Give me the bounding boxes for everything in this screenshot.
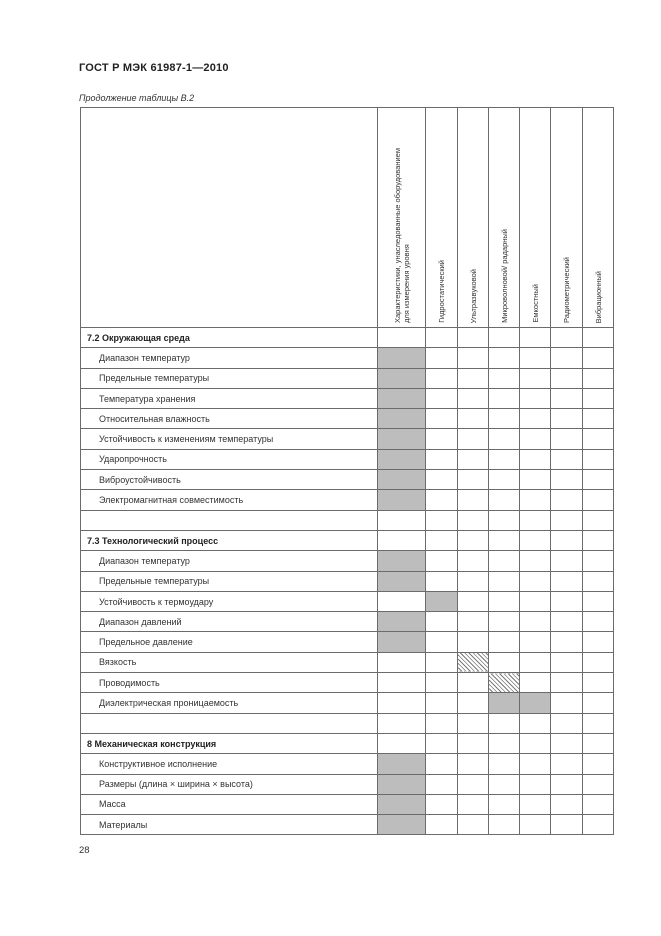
empty-cell — [551, 551, 583, 571]
empty-cell — [583, 591, 614, 611]
empty-cell — [378, 733, 426, 753]
empty-cell — [583, 673, 614, 693]
empty-cell — [458, 490, 489, 510]
empty-cell — [378, 510, 426, 530]
row-label: Материалы — [81, 815, 378, 835]
empty-cell — [426, 815, 458, 835]
empty-cell — [458, 632, 489, 652]
empty-cell — [458, 530, 489, 550]
empty-cell — [458, 449, 489, 469]
marked-cell-gray — [378, 429, 426, 449]
empty-cell — [378, 673, 426, 693]
empty-cell — [583, 571, 614, 591]
empty-cell — [458, 612, 489, 632]
marked-cell-gray — [378, 815, 426, 835]
marked-cell-gray — [378, 571, 426, 591]
column-header-c2 — [426, 108, 458, 328]
marked-cell-gray — [378, 409, 426, 429]
section-heading: 8 Механическая конструкция — [81, 733, 378, 753]
table-header-row — [81, 108, 614, 328]
row-label: Виброустойчивость — [81, 470, 378, 490]
empty-cell — [583, 470, 614, 490]
table-row — [81, 551, 614, 571]
column-header-label: Вибрационный — [593, 270, 603, 323]
empty-cell — [520, 815, 551, 835]
empty-cell — [378, 591, 426, 611]
empty-cell — [426, 754, 458, 774]
empty-cell — [551, 510, 583, 530]
empty-cell — [378, 328, 426, 348]
column-header-label: Характеристики, унаследованные оборудованием для измерения уровня — [392, 147, 411, 323]
row-label: Диэлектрическая проницаемость — [81, 693, 378, 713]
row-label: Предельные температуры — [81, 368, 378, 388]
empty-cell — [426, 429, 458, 449]
empty-cell — [583, 754, 614, 774]
row-label: Диапазон давлений — [81, 612, 378, 632]
empty-cell — [489, 754, 520, 774]
table-row — [81, 815, 614, 835]
empty-cell — [426, 530, 458, 550]
empty-cell — [489, 774, 520, 794]
empty-cell — [520, 348, 551, 368]
characteristics-table — [80, 107, 614, 835]
empty-cell — [489, 733, 520, 753]
empty-cell — [426, 551, 458, 571]
empty-cell — [426, 368, 458, 388]
empty-cell — [583, 449, 614, 469]
empty-cell — [489, 530, 520, 550]
empty-cell — [551, 368, 583, 388]
section-row — [81, 733, 614, 753]
row-label: Температура хранения — [81, 388, 378, 408]
row-label: Устойчивость к термоудару — [81, 591, 378, 611]
column-header-c1 — [378, 108, 426, 328]
empty-cell — [520, 794, 551, 814]
empty-cell — [520, 388, 551, 408]
empty-cell — [458, 409, 489, 429]
empty-cell — [583, 429, 614, 449]
empty-cell — [426, 490, 458, 510]
section-heading: 7.3 Технологический процесс — [81, 530, 378, 550]
table-row — [81, 490, 614, 510]
empty-cell — [489, 449, 520, 469]
marked-cell-gray — [378, 754, 426, 774]
empty-cell — [551, 328, 583, 348]
column-header-label: Ультразвуковой — [468, 268, 478, 323]
row-label: Вязкость — [81, 652, 378, 672]
empty-cell — [458, 693, 489, 713]
row-label: Предельные температуры — [81, 571, 378, 591]
empty-cell — [583, 368, 614, 388]
table-row — [81, 794, 614, 814]
empty-cell — [520, 591, 551, 611]
empty-cell — [520, 470, 551, 490]
empty-cell — [458, 591, 489, 611]
row-label: Масса — [81, 794, 378, 814]
empty-cell — [583, 733, 614, 753]
row-label: Конструктивное исполнение — [81, 754, 378, 774]
empty-cell — [426, 693, 458, 713]
empty-cell — [520, 774, 551, 794]
marked-cell-gray — [378, 632, 426, 652]
empty-cell — [520, 449, 551, 469]
empty-cell — [551, 429, 583, 449]
page-number: 28 — [79, 845, 90, 856]
empty-cell — [458, 348, 489, 368]
empty-cell — [520, 328, 551, 348]
empty-cell — [426, 713, 458, 733]
empty-cell — [489, 510, 520, 530]
table-row — [81, 571, 614, 591]
marked-cell-gray — [426, 591, 458, 611]
column-header-label: Микроволновой/ радарный — [499, 229, 509, 323]
empty-cell — [583, 713, 614, 733]
row-label: Относительная влажность — [81, 409, 378, 429]
empty-cell — [458, 368, 489, 388]
empty-cell — [551, 449, 583, 469]
empty-cell — [520, 490, 551, 510]
empty-cell — [520, 551, 551, 571]
empty-cell — [426, 328, 458, 348]
empty-cell — [489, 591, 520, 611]
empty-cell — [489, 551, 520, 571]
column-header-c5 — [520, 108, 551, 328]
empty-cell — [426, 409, 458, 429]
empty-cell — [489, 571, 520, 591]
empty-cell — [551, 490, 583, 510]
empty-cell — [551, 632, 583, 652]
empty-cell — [551, 591, 583, 611]
empty-cell — [520, 754, 551, 774]
empty-cell — [458, 673, 489, 693]
row-label: Предельное давление — [81, 632, 378, 652]
empty-cell — [551, 815, 583, 835]
table-row — [81, 673, 614, 693]
empty-cell — [583, 490, 614, 510]
row-label: Проводимость — [81, 673, 378, 693]
empty-cell — [458, 774, 489, 794]
table-row — [81, 409, 614, 429]
empty-cell — [426, 673, 458, 693]
empty-cell — [551, 612, 583, 632]
empty-cell — [426, 571, 458, 591]
section-heading: 7.2 Окружающая среда — [81, 328, 378, 348]
empty-cell — [426, 632, 458, 652]
empty-cell — [489, 328, 520, 348]
empty-cell — [551, 470, 583, 490]
empty-cell — [489, 794, 520, 814]
marked-cell-gray — [378, 774, 426, 794]
empty-cell — [458, 470, 489, 490]
empty-cell — [458, 388, 489, 408]
marked-cell-gray — [520, 693, 551, 713]
table-row — [81, 612, 614, 632]
empty-cell — [458, 571, 489, 591]
empty-cell — [583, 510, 614, 530]
marked-cell-gray — [378, 612, 426, 632]
table-row — [81, 632, 614, 652]
empty-cell — [489, 815, 520, 835]
empty-cell — [426, 470, 458, 490]
empty-cell — [520, 673, 551, 693]
marked-cell-gray — [378, 449, 426, 469]
marked-cell-gray — [378, 551, 426, 571]
empty-cell — [520, 632, 551, 652]
empty-cell — [426, 733, 458, 753]
empty-cell — [551, 348, 583, 368]
empty-cell — [489, 713, 520, 733]
empty-cell — [520, 571, 551, 591]
marked-cell-gray — [378, 490, 426, 510]
empty-cell — [583, 388, 614, 408]
empty-cell — [520, 530, 551, 550]
empty-cell — [489, 470, 520, 490]
row-label: Диапазон температур — [81, 551, 378, 571]
empty-cell — [551, 693, 583, 713]
marked-cell-gray — [378, 794, 426, 814]
empty-cell — [583, 693, 614, 713]
empty-cell — [520, 409, 551, 429]
empty-cell — [489, 632, 520, 652]
marked-cell-gray — [378, 470, 426, 490]
row-label: Диапазон температур — [81, 348, 378, 368]
empty-cell — [551, 409, 583, 429]
empty-cell — [426, 388, 458, 408]
empty-cell — [378, 652, 426, 672]
empty-cell — [458, 754, 489, 774]
empty-cell — [520, 733, 551, 753]
empty-cell — [583, 612, 614, 632]
empty-cell — [520, 510, 551, 530]
empty-cell — [551, 774, 583, 794]
header-empty-cell — [81, 108, 378, 328]
column-header-label: Радиометрический — [562, 256, 571, 323]
empty-cell — [489, 612, 520, 632]
table-row — [81, 470, 614, 490]
table-row — [81, 591, 614, 611]
empty-cell — [583, 632, 614, 652]
document-title: ГОСТ Р МЭК 61987-1—2010 — [79, 62, 229, 74]
empty-cell — [583, 652, 614, 672]
table-row — [81, 429, 614, 449]
empty-cell — [458, 510, 489, 530]
column-header-c3 — [458, 108, 489, 328]
empty-cell — [426, 774, 458, 794]
empty-cell — [426, 348, 458, 368]
table-row — [81, 754, 614, 774]
column-header-label: Емкостный — [530, 284, 540, 323]
empty-cell — [458, 733, 489, 753]
row-label — [81, 510, 378, 530]
row-label: Электромагнитная совместимость — [81, 490, 378, 510]
column-header-c6 — [551, 108, 583, 328]
table-row — [81, 348, 614, 368]
empty-cell — [458, 815, 489, 835]
empty-cell — [426, 612, 458, 632]
empty-cell — [520, 429, 551, 449]
row-label — [81, 713, 378, 733]
row-label: Устойчивость к изменениям температуры — [81, 429, 378, 449]
table-row — [81, 449, 614, 469]
table-row — [81, 388, 614, 408]
empty-cell — [583, 409, 614, 429]
marked-cell-gray — [378, 388, 426, 408]
empty-cell — [426, 652, 458, 672]
empty-cell — [551, 794, 583, 814]
empty-cell — [520, 612, 551, 632]
empty-cell — [551, 713, 583, 733]
marked-cell-gray — [378, 348, 426, 368]
empty-cell — [583, 815, 614, 835]
table-row — [81, 652, 614, 672]
empty-cell — [489, 368, 520, 388]
empty-cell — [458, 794, 489, 814]
empty-cell — [378, 693, 426, 713]
empty-cell — [489, 409, 520, 429]
empty-cell — [551, 754, 583, 774]
table-row — [81, 693, 614, 713]
empty-cell — [489, 429, 520, 449]
empty-cell — [426, 794, 458, 814]
empty-cell — [489, 490, 520, 510]
empty-cell — [583, 774, 614, 794]
empty-cell — [551, 733, 583, 753]
empty-cell — [489, 348, 520, 368]
empty-cell — [583, 348, 614, 368]
marked-cell-hatched — [458, 652, 489, 672]
column-header-c7 — [583, 108, 614, 328]
blank-row — [81, 713, 614, 733]
marked-cell-gray — [378, 368, 426, 388]
empty-cell — [520, 652, 551, 672]
empty-cell — [458, 328, 489, 348]
empty-cell — [426, 510, 458, 530]
blank-row — [81, 510, 614, 530]
empty-cell — [458, 429, 489, 449]
empty-cell — [551, 571, 583, 591]
marked-cell-gray — [489, 693, 520, 713]
section-row — [81, 328, 614, 348]
empty-cell — [551, 388, 583, 408]
empty-cell — [426, 449, 458, 469]
row-label: Размеры (длина × ширина × высота) — [81, 774, 378, 794]
empty-cell — [520, 368, 551, 388]
column-header-label: Гидростатический — [437, 260, 446, 323]
empty-cell — [378, 530, 426, 550]
empty-cell — [551, 652, 583, 672]
empty-cell — [583, 328, 614, 348]
empty-cell — [489, 388, 520, 408]
empty-cell — [551, 530, 583, 550]
empty-cell — [378, 713, 426, 733]
table-continuation-caption: Продолжение таблицы В.2 — [79, 93, 195, 103]
column-header-c4 — [489, 108, 520, 328]
empty-cell — [520, 713, 551, 733]
empty-cell — [583, 530, 614, 550]
empty-cell — [458, 551, 489, 571]
table-row — [81, 774, 614, 794]
marked-cell-hatched — [489, 673, 520, 693]
empty-cell — [583, 794, 614, 814]
section-row — [81, 530, 614, 550]
empty-cell — [551, 673, 583, 693]
empty-cell — [583, 551, 614, 571]
empty-cell — [489, 652, 520, 672]
table-row — [81, 368, 614, 388]
empty-cell — [458, 713, 489, 733]
row-label: Ударопрочность — [81, 449, 378, 469]
